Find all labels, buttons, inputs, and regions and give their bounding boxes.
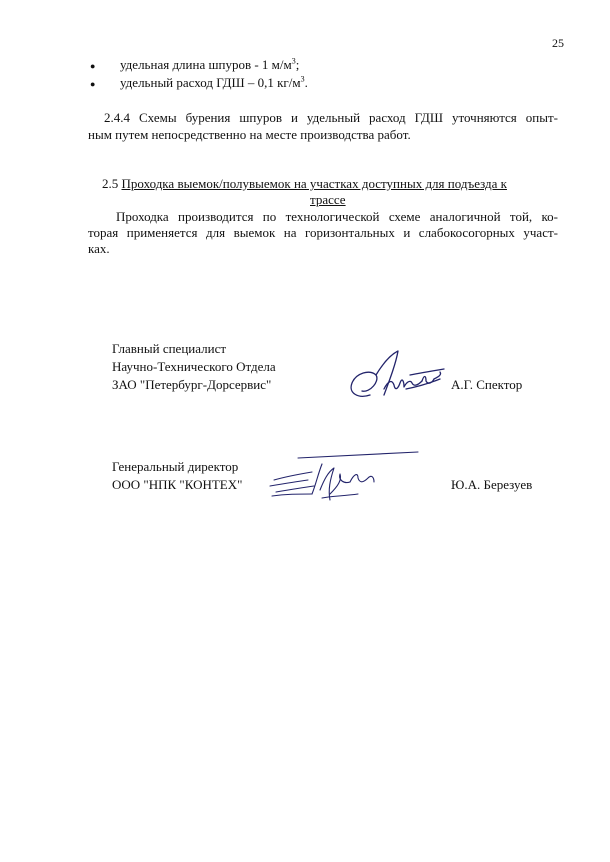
signatory-position: Главный специалист	[112, 341, 227, 356]
signatory-organization: ЗАО "Петербург-Дорсервис"	[112, 377, 272, 392]
bullet-list	[90, 56, 308, 93]
signatory-name: А.Г. Спектор	[451, 377, 523, 392]
section-title: Проходка выемок/полувыемок на участках доступных для подъезда к	[121, 176, 507, 191]
bullet-text: удельная длина шпуров - 1 м/м	[120, 57, 292, 72]
handwritten-signature	[268, 450, 428, 510]
bullet-tail: ;	[295, 57, 300, 72]
superscript: 3	[300, 74, 305, 84]
signatory-department: Научно-Технического Отдела	[112, 359, 276, 374]
section-title-continued: трассе	[310, 192, 346, 207]
signatory-position: Генеральный директор	[112, 459, 239, 474]
signatory-block	[112, 459, 242, 495]
handwritten-signature	[340, 345, 450, 410]
signatory-block	[112, 341, 276, 395]
list-item	[90, 74, 308, 93]
paragraph-line: торая применяется для выемок на горизонтальных и слабокосогорных участ-	[88, 225, 558, 240]
signatory-name: Ю.А. Березуев	[451, 477, 533, 492]
bullet-text: удельный расход ГДШ – 0,1 кг/м	[120, 75, 301, 90]
page-number: 25	[552, 36, 564, 50]
section-heading	[102, 176, 507, 192]
paragraph-line: 2.4.4 Схемы бурения шпуров и удельный расход ГДШ уточняются опыт-	[104, 110, 558, 125]
paragraph-line: ках.	[88, 241, 110, 256]
list-item	[90, 56, 300, 75]
bullet-tail: .	[304, 75, 308, 90]
bullet-icon: ●	[90, 61, 96, 71]
section-number: 2.5	[102, 176, 119, 191]
paragraph-line: ным путем непосредственно на месте производства работ.	[88, 127, 411, 142]
signatory-organization: ООО "НПК "КОНТЕХ"	[112, 477, 243, 492]
paragraph-line: Проходка производится по технологической схеме аналогичной той, ко-	[116, 209, 558, 224]
superscript: 3	[291, 56, 296, 66]
bullet-icon: ●	[90, 79, 96, 89]
